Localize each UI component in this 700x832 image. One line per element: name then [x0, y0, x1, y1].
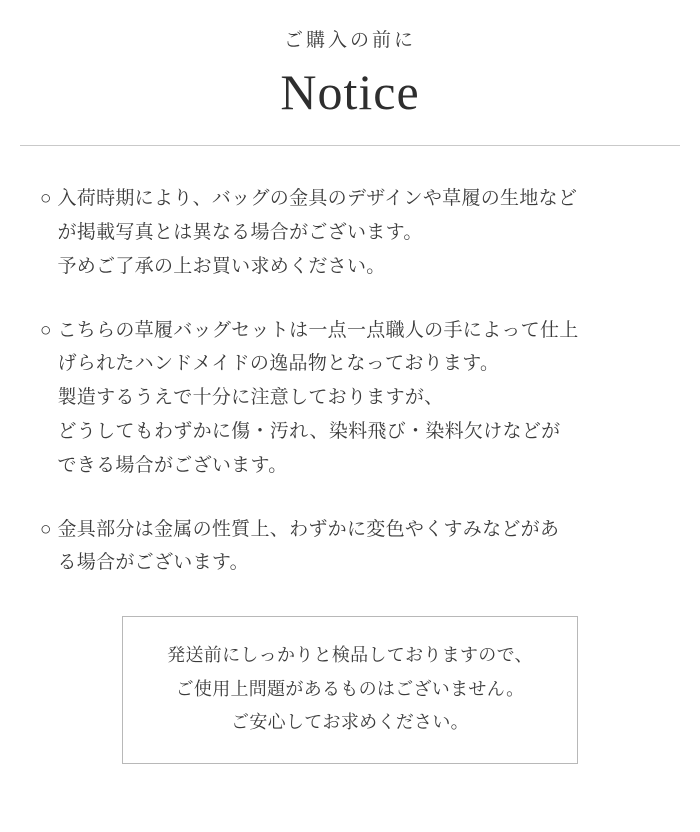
note-text: [57, 513, 660, 581]
page-header: [0, 0, 700, 123]
assurance-line: ご使用上問題があるものはございません。: [175, 678, 525, 699]
assurance-box: [122, 616, 578, 764]
circle-bullet-icon: ○: [40, 518, 52, 540]
note-line: 金具部分は金属の性質上、わずかに変色やくすみなどがあ: [57, 518, 560, 540]
circle-bullet-icon: ○: [40, 188, 52, 210]
note-text: [57, 182, 660, 283]
note-line: げられたハンドメイドの逸品物となっております。: [57, 353, 500, 375]
circle-bullet-icon: ○: [40, 319, 52, 341]
note-line: どうしてもわずかに傷・汚れ、染料飛び・染料欠けなどが: [57, 420, 561, 442]
note-line: こちらの草履バッグセットは一点一点職人の手によって仕上: [57, 319, 579, 341]
note-line: 入荷時期により、バッグの金具のデザインや草履の生地など: [57, 188, 578, 210]
notes-list: [40, 182, 660, 580]
note-line: 予めご了承の上お買い求めください。: [57, 255, 386, 277]
header-divider: [20, 145, 680, 146]
assurance-line: ご安心してお求めください。: [231, 711, 469, 732]
list-item: [40, 513, 660, 581]
note-line: が掲載写真とは異なる場合がございます。: [57, 221, 423, 243]
page-title: Notice: [280, 63, 420, 120]
assurance-line: 発送前にしっかりと検品しておりますので、: [167, 645, 533, 666]
page-subtitle: ご購入の前に: [283, 30, 416, 51]
note-text: [57, 314, 660, 483]
list-item: [40, 182, 660, 283]
note-line: 製造するうえで十分に注意しておりますが、: [57, 387, 444, 409]
list-item: [40, 314, 660, 483]
note-line: できる場合がございます。: [57, 454, 288, 476]
note-line: る場合がございます。: [57, 552, 249, 574]
